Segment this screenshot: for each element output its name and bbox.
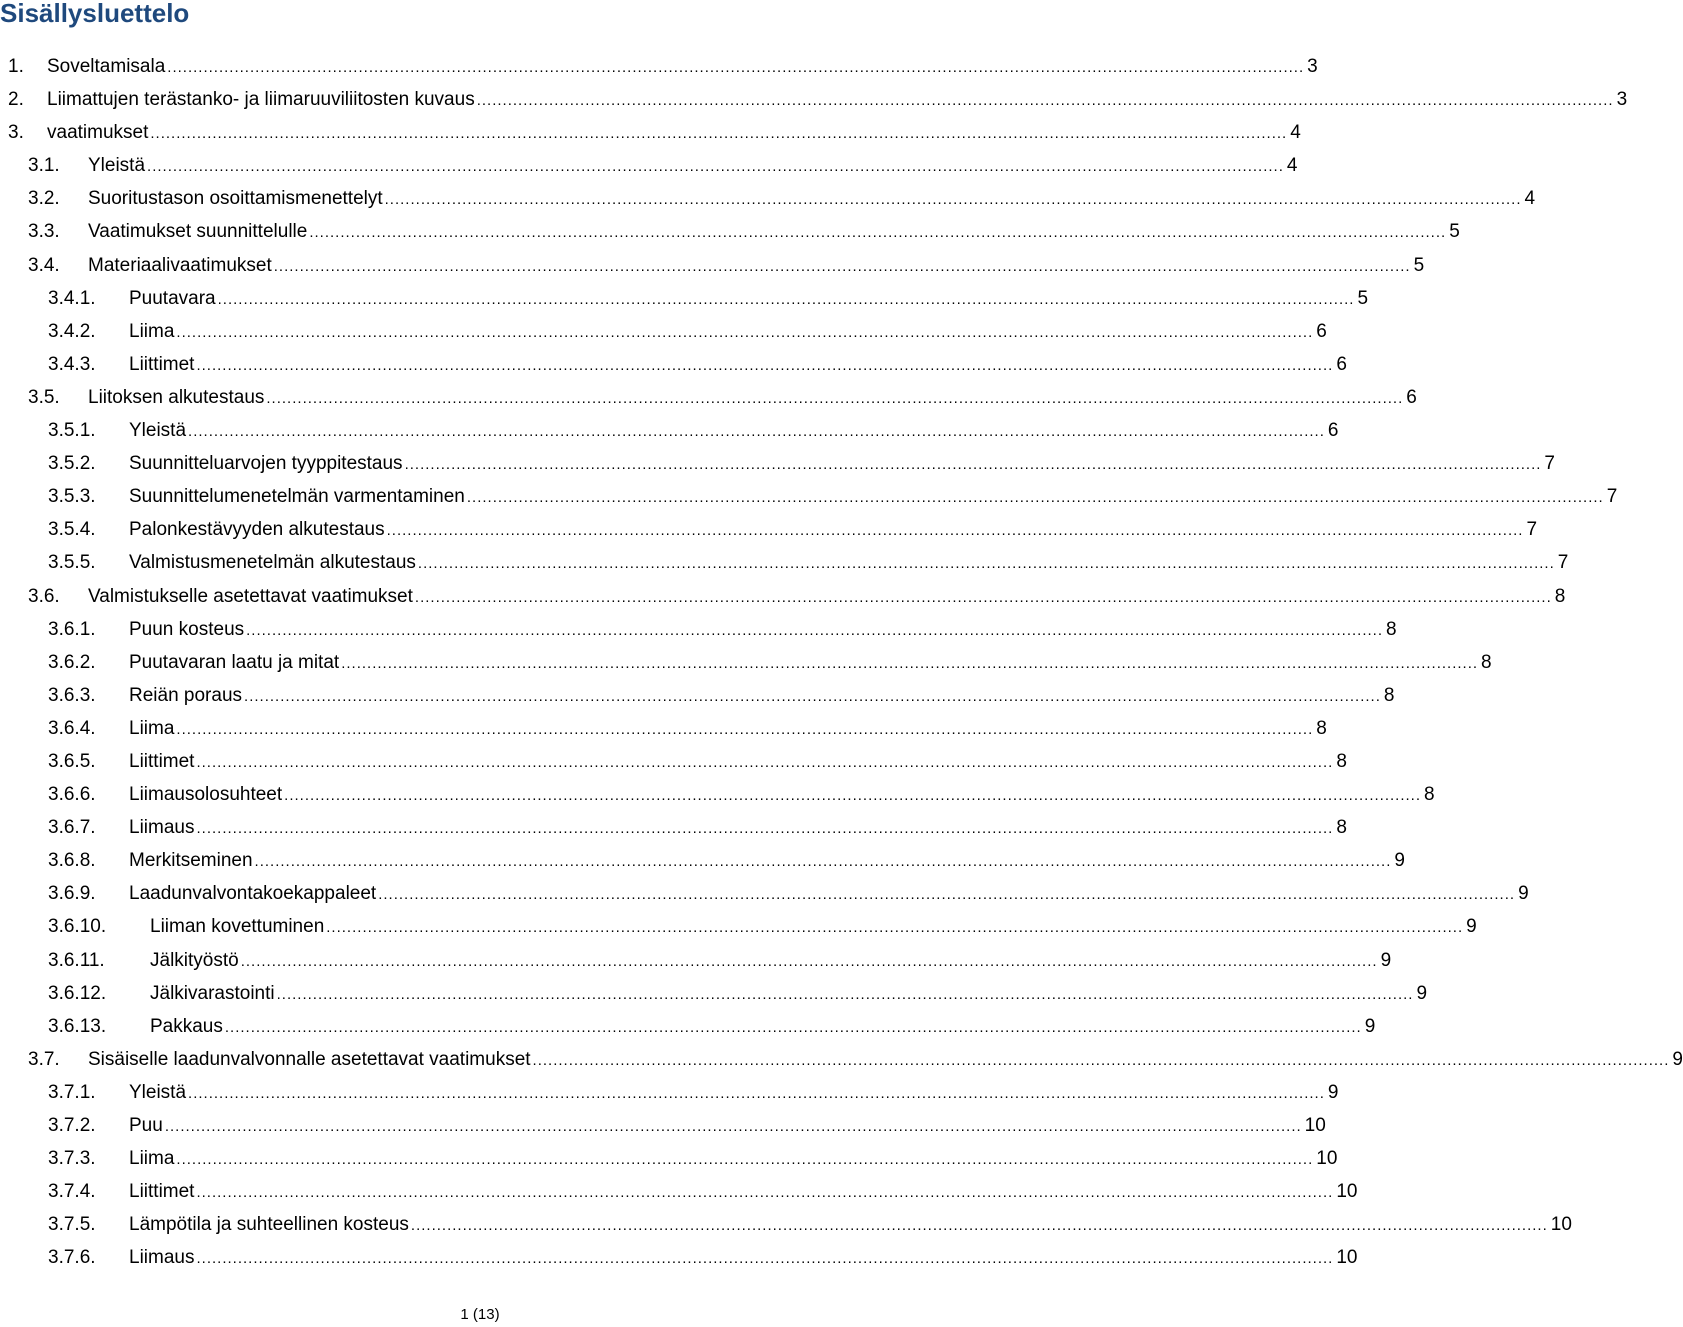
toc-entry-line xyxy=(129,844,1405,878)
toc-entry[interactable] xyxy=(0,50,1318,83)
toc-entry-title[interactable]: Liiman kovettuminen xyxy=(150,910,326,943)
toc-entry-line xyxy=(129,613,1397,647)
toc-entry-number: 1. xyxy=(8,56,24,77)
toc-entry-page: 8 xyxy=(1381,679,1395,712)
dot-leader: ............................................................................................................................................................................................................................ xyxy=(164,1118,1302,1135)
toc-entry-line xyxy=(150,1010,1376,1044)
toc-entry-page: 4 xyxy=(1284,149,1298,182)
toc-entry-title[interactable]: Pakkaus xyxy=(150,1010,225,1043)
toc-entry-number: 3.6.8. xyxy=(48,850,96,872)
toc-entry-title[interactable]: Reiän poraus xyxy=(129,679,244,712)
dot-leader: ............................................................................................................................................................................................................................ xyxy=(466,489,1604,507)
toc-entry-number: 3.6.6. xyxy=(48,784,96,806)
toc-entry[interactable] xyxy=(0,546,1569,579)
toc-entry-number: 3.6.9. xyxy=(48,883,96,905)
toc-entry-number: 3.3. xyxy=(28,221,60,243)
dot-leader: ............................................................................................................................................................................................................................ xyxy=(273,257,1411,275)
toc-entry[interactable] xyxy=(0,149,1298,182)
toc-entry[interactable] xyxy=(0,977,1428,1010)
toc-entry-title[interactable]: Palonkestävyyden alkutestaus xyxy=(129,513,387,546)
toc-entry[interactable] xyxy=(0,1241,1358,1274)
toc-entry-page: 8 xyxy=(1313,712,1327,745)
toc-entry-number: 3.2. xyxy=(28,188,60,210)
toc-entry-title[interactable]: Puutavara xyxy=(129,282,218,315)
dot-leader: ............................................................................................................................................................................................................................ xyxy=(414,588,1552,606)
dot-leader: ............................................................................................................................................................................................................................ xyxy=(341,654,1479,672)
toc-entry-line xyxy=(47,116,1301,150)
toc-entry-title[interactable]: Yleistä xyxy=(129,414,188,447)
toc-entry-page: 3 xyxy=(1614,83,1628,116)
dot-leader: ............................................................................................................................................................................................................................ xyxy=(167,59,1305,76)
toc-entry-number: 3.6.2. xyxy=(48,651,96,673)
toc-entry-line xyxy=(129,1142,1338,1176)
toc-entry-title[interactable]: Soveltamisala xyxy=(47,50,167,83)
toc-entry-page: 6 xyxy=(1333,348,1347,381)
dot-leader: ............................................................................................................................................................................................................................ xyxy=(196,820,1334,838)
dot-leader: ............................................................................................................................................................................................................................ xyxy=(150,125,1288,143)
toc-entry-page: 9 xyxy=(1463,910,1477,943)
toc-entry-number: 3.5.2. xyxy=(48,453,96,475)
toc-entry-line xyxy=(88,580,1566,614)
toc-entry-title[interactable]: Jälkityöstö xyxy=(150,944,241,977)
toc-entry-line xyxy=(88,249,1425,283)
toc-entry[interactable] xyxy=(0,1175,1358,1208)
toc-entry-title[interactable]: Liimaus xyxy=(129,811,196,844)
toc-entry-line xyxy=(150,910,1477,944)
toc-entry-line xyxy=(129,646,1492,680)
toc-entry-title[interactable]: Liittimet xyxy=(129,745,196,778)
table-of-contents xyxy=(0,50,1683,1274)
dot-leader: ............................................................................................................................................................................................................................ xyxy=(217,290,1355,308)
toc-entry-number: 3.7.4. xyxy=(48,1181,96,1203)
toc-entry-line xyxy=(129,1208,1572,1242)
toc-entry[interactable] xyxy=(0,414,1339,447)
toc-entry-page: 5 xyxy=(1446,215,1460,248)
toc-entry[interactable] xyxy=(0,944,1392,977)
toc-entry-line xyxy=(129,447,1555,481)
toc-entry-page: 6 xyxy=(1325,414,1339,447)
toc-entry-title[interactable]: Liimaus xyxy=(129,1241,196,1274)
toc-entry-number: 3.5. xyxy=(28,386,60,408)
toc-entry-page: 5 xyxy=(1354,282,1368,315)
toc-entry-page: 8 xyxy=(1333,811,1347,844)
toc-entry-page: 9 xyxy=(1325,1076,1339,1109)
toc-entry-page: 9 xyxy=(1362,1010,1376,1043)
toc-entry[interactable] xyxy=(0,877,1529,910)
toc-entry-line xyxy=(129,1175,1358,1209)
toc-entry[interactable] xyxy=(0,513,1538,546)
toc-entry-line xyxy=(129,1109,1326,1143)
toc-entry[interactable] xyxy=(0,182,1536,215)
toc-entry-line xyxy=(129,745,1347,779)
toc-entry[interactable] xyxy=(0,811,1347,844)
toc-entry-title[interactable]: Puutavaran laatu ja mitat xyxy=(129,646,341,679)
dot-leader: ............................................................................................................................................................................................................................ xyxy=(224,1018,1362,1036)
toc-entry-number: 3.5.5. xyxy=(48,552,96,574)
toc-entry-page: 8 xyxy=(1421,778,1435,811)
dot-leader: ............................................................................................................................................................................................................................ xyxy=(196,753,1334,771)
toc-entry-page: 3 xyxy=(1304,50,1318,83)
toc-entry-line xyxy=(129,877,1529,911)
toc-entry-title[interactable]: Liimattujen terästanko- ja liimaruuviliitosten kuvaus xyxy=(47,83,477,116)
toc-entry-line xyxy=(129,679,1395,713)
toc-entry-number: 3.7.2. xyxy=(48,1115,96,1136)
dot-leader: ............................................................................................................................................................................................................................ xyxy=(284,787,1422,805)
toc-entry[interactable] xyxy=(0,580,1566,613)
toc-entry-number: 3.7.5. xyxy=(48,1214,96,1236)
toc-entry-page: 9 xyxy=(1515,877,1529,910)
dot-leader: ............................................................................................................................................................................................................................ xyxy=(266,389,1404,407)
dot-leader: ............................................................................................................................................................................................................................ xyxy=(244,687,1381,705)
toc-entry-number: 3.5.4. xyxy=(48,519,96,541)
toc-entry-title[interactable]: Jälkivarastointi xyxy=(150,977,277,1010)
toc-entry-page: 10 xyxy=(1313,1142,1337,1175)
dot-leader: ............................................................................................................................................................................................................................ xyxy=(404,456,1542,474)
toc-entry[interactable] xyxy=(0,910,1477,943)
toc-entry-number: 3.7.1. xyxy=(48,1081,96,1103)
toc-entry-number: 3.7.6. xyxy=(48,1247,96,1269)
toc-entry-number: 3.6.13. xyxy=(48,1015,107,1037)
toc-title: Sisällysluettelo xyxy=(0,0,190,28)
toc-entry-title[interactable]: Lämpötila ja suhteellinen kosteus xyxy=(129,1208,411,1241)
toc-entry-line xyxy=(129,480,1618,514)
toc-entry-title[interactable]: Suunnitteluarvojen tyyppitestaus xyxy=(129,447,405,480)
toc-entry-page: 9 xyxy=(1378,944,1392,977)
page-number-footer: 1 (13) xyxy=(460,1306,500,1323)
toc-entry-number: 3.4.3. xyxy=(48,353,96,375)
dot-leader: ............................................................................................................................................................................................................................ xyxy=(476,92,1614,110)
toc-entry-title[interactable]: Yleistä xyxy=(88,149,147,182)
toc-entry-line xyxy=(150,944,1392,978)
toc-entry-number: 3.6.10. xyxy=(48,916,107,938)
toc-entry-title[interactable]: Liimausolosuhteet xyxy=(129,778,284,811)
dot-leader: ............................................................................................................................................................................................................................ xyxy=(240,952,1378,970)
toc-entry-page: 9 xyxy=(1669,1043,1683,1076)
toc-entry[interactable] xyxy=(0,480,1618,513)
dot-leader: ............................................................................................................................................................................................................................ xyxy=(384,191,1522,209)
toc-entry-title[interactable]: vaatimukset xyxy=(47,116,150,149)
toc-entry-page: 8 xyxy=(1478,646,1492,679)
dot-leader: ............................................................................................................................................................................................................................ xyxy=(276,985,1414,1003)
toc-entry-number: 3.5.3. xyxy=(48,486,96,508)
toc-entry-line xyxy=(129,348,1347,382)
toc-entry-line xyxy=(88,182,1536,216)
toc-entry-number: 3.7.3. xyxy=(48,1148,96,1170)
dot-leader: ............................................................................................................................................................................................................................ xyxy=(326,919,1464,937)
toc-entry[interactable] xyxy=(0,348,1347,381)
toc-entry-line xyxy=(47,50,1318,84)
toc-entry[interactable] xyxy=(0,1010,1376,1043)
toc-entry[interactable] xyxy=(0,1043,1683,1076)
toc-entry-line xyxy=(129,315,1327,349)
dot-leader: ............................................................................................................................................................................................................................ xyxy=(417,555,1555,573)
toc-entry-line xyxy=(129,1241,1358,1275)
toc-entry-line xyxy=(129,778,1435,812)
toc-entry-line xyxy=(88,1043,1683,1077)
toc-entry-page: 10 xyxy=(1333,1241,1357,1274)
toc-entry-number: 3.5.1. xyxy=(48,420,96,442)
dot-leader: ............................................................................................................................................................................................................................ xyxy=(176,720,1314,738)
toc-entry-number: 3.6.12. xyxy=(48,982,107,1004)
toc-entry[interactable] xyxy=(0,844,1405,877)
toc-entry[interactable] xyxy=(0,381,1417,414)
dot-leader: ............................................................................................................................................................................................................................ xyxy=(246,621,1383,639)
dot-leader: ............................................................................................................................................................................................................................ xyxy=(532,1051,1670,1069)
toc-entry-page: 5 xyxy=(1411,249,1425,282)
toc-entry-page: 8 xyxy=(1552,580,1566,613)
toc-entry-page: 10 xyxy=(1548,1208,1572,1241)
toc-entry-title[interactable]: Liima xyxy=(129,315,176,348)
toc-entry-page: 7 xyxy=(1555,546,1569,579)
toc-entry-title[interactable]: Liitoksen alkutestaus xyxy=(88,381,266,414)
toc-entry-title[interactable]: Suoritustason osoittamismenettelyt xyxy=(88,182,385,215)
toc-entry-page: 8 xyxy=(1383,613,1397,646)
dot-leader: ............................................................................................................................................................................................................................ xyxy=(254,853,1392,871)
toc-entry-page: 7 xyxy=(1604,480,1618,513)
dot-leader: ............................................................................................................................................................................................................................ xyxy=(147,158,1284,176)
toc-entry-line xyxy=(88,215,1460,249)
toc-entry-number: 3.4. xyxy=(28,254,60,276)
toc-entry-title[interactable]: Vaatimukset suunnittelulle xyxy=(88,215,309,248)
toc-entry[interactable] xyxy=(0,315,1327,348)
toc-entry-page: 8 xyxy=(1333,745,1347,778)
toc-entry-page: 9 xyxy=(1391,844,1405,877)
toc-entry-page: 10 xyxy=(1302,1109,1326,1142)
dot-leader: ............................................................................................................................................................................................................................ xyxy=(309,224,1447,242)
toc-entry-number: 3.6. xyxy=(28,585,60,607)
toc-entry-line xyxy=(88,381,1417,415)
toc-entry[interactable] xyxy=(0,712,1327,745)
toc-entry-page: 4 xyxy=(1287,116,1301,149)
toc-entry[interactable] xyxy=(0,1109,1326,1142)
toc-entry[interactable] xyxy=(0,447,1555,480)
toc-entry[interactable] xyxy=(0,1076,1339,1109)
toc-entry-line xyxy=(150,977,1428,1011)
toc-entry[interactable] xyxy=(0,613,1397,646)
dot-leader: ............................................................................................................................................................................................................................ xyxy=(196,356,1334,374)
dot-leader: ............................................................................................................................................................................................................................ xyxy=(188,423,1325,441)
toc-entry-title[interactable]: Puu xyxy=(129,1109,165,1142)
toc-entry-title[interactable]: Puun kosteus xyxy=(129,613,246,646)
toc-entry-title[interactable]: Suunnittelumenetelmän varmentaminen xyxy=(129,480,467,513)
toc-entry-page: 7 xyxy=(1523,513,1537,546)
toc-entry[interactable] xyxy=(0,215,1460,248)
dot-leader: ............................................................................................................................................................................................................................ xyxy=(196,1184,1334,1202)
toc-entry-line xyxy=(129,282,1369,316)
dot-leader: ............................................................................................................................................................................................................................ xyxy=(410,1217,1548,1235)
toc-entry[interactable] xyxy=(0,745,1347,778)
toc-entry-number: 3.4.2. xyxy=(48,320,96,342)
toc-entry-title[interactable]: Liima xyxy=(129,712,176,745)
toc-entry[interactable] xyxy=(0,249,1425,282)
toc-entry-number: 3.6.11. xyxy=(48,949,105,971)
dot-leader: ............................................................................................................................................................................................................................ xyxy=(386,522,1524,540)
dot-leader: ............................................................................................................................................................................................................................ xyxy=(176,323,1314,341)
toc-entry[interactable] xyxy=(0,1142,1338,1175)
toc-entry-number: 3. xyxy=(8,122,24,144)
toc-entry-line xyxy=(129,414,1339,448)
toc-entry-number: 2. xyxy=(8,89,24,111)
toc-entry-line xyxy=(129,712,1327,746)
toc-entry[interactable] xyxy=(0,282,1369,315)
toc-entry-title[interactable]: Liima xyxy=(129,1142,176,1175)
toc-entry-page: 9 xyxy=(1413,977,1427,1010)
toc-entry-page: 10 xyxy=(1333,1175,1357,1208)
toc-entry-title[interactable]: Yleistä xyxy=(129,1076,188,1109)
toc-entry-number: 3.6.5. xyxy=(48,750,96,772)
toc-entry-title[interactable]: Valmistukselle asetettavat vaatimukset xyxy=(88,580,415,613)
toc-entry-page: 7 xyxy=(1541,447,1555,480)
toc-entry-number: 3.6.3. xyxy=(48,684,96,706)
toc-entry-number: 3.6.7. xyxy=(48,817,96,839)
toc-entry-number: 3.7. xyxy=(28,1048,60,1070)
toc-entry-number: 3.6.4. xyxy=(48,717,96,739)
toc-entry-title[interactable]: Liittimet xyxy=(129,348,196,381)
dot-leader: ............................................................................................................................................................................................................................ xyxy=(196,1250,1334,1268)
toc-entry-number: 3.6.1. xyxy=(48,618,96,640)
toc-entry[interactable] xyxy=(0,116,1301,149)
toc-entry-title[interactable]: Valmistusmenetelmän alkutestaus xyxy=(129,546,418,579)
toc-entry[interactable] xyxy=(0,646,1492,679)
toc-entry-line xyxy=(88,149,1298,183)
toc-entry[interactable] xyxy=(0,679,1395,712)
toc-entry[interactable] xyxy=(0,1208,1572,1241)
toc-entry-title[interactable]: Merkitseminen xyxy=(129,844,255,877)
dot-leader: ............................................................................................................................................................................................................................ xyxy=(176,1151,1314,1169)
toc-entry-title[interactable]: Sisäiselle laadunvalvonnalle asetettavat vaatimukset xyxy=(88,1043,533,1076)
toc-entry-page: 6 xyxy=(1313,315,1327,348)
toc-entry-number: 3.1. xyxy=(28,155,60,177)
toc-entry-page: 6 xyxy=(1403,381,1417,414)
toc-entry-page: 4 xyxy=(1522,182,1536,215)
toc-entry-title[interactable]: Liittimet xyxy=(129,1175,196,1208)
toc-entry[interactable] xyxy=(0,778,1435,811)
toc-entry-line xyxy=(129,546,1569,580)
toc-entry-line xyxy=(47,83,1628,117)
toc-entry[interactable] xyxy=(0,83,1628,116)
toc-entry-number: 3.4.1. xyxy=(48,287,96,309)
dot-leader: ............................................................................................................................................................................................................................ xyxy=(378,886,1516,904)
toc-entry-title[interactable]: Laadunvalvontakoekappaleet xyxy=(129,877,378,910)
toc-entry-title[interactable]: Materiaalivaatimukset xyxy=(88,249,274,282)
toc-entry-line xyxy=(129,1076,1339,1110)
toc-entry-line xyxy=(129,513,1538,547)
dot-leader: ............................................................................................................................................................................................................................ xyxy=(188,1084,1325,1102)
toc-entry-line xyxy=(129,811,1347,845)
